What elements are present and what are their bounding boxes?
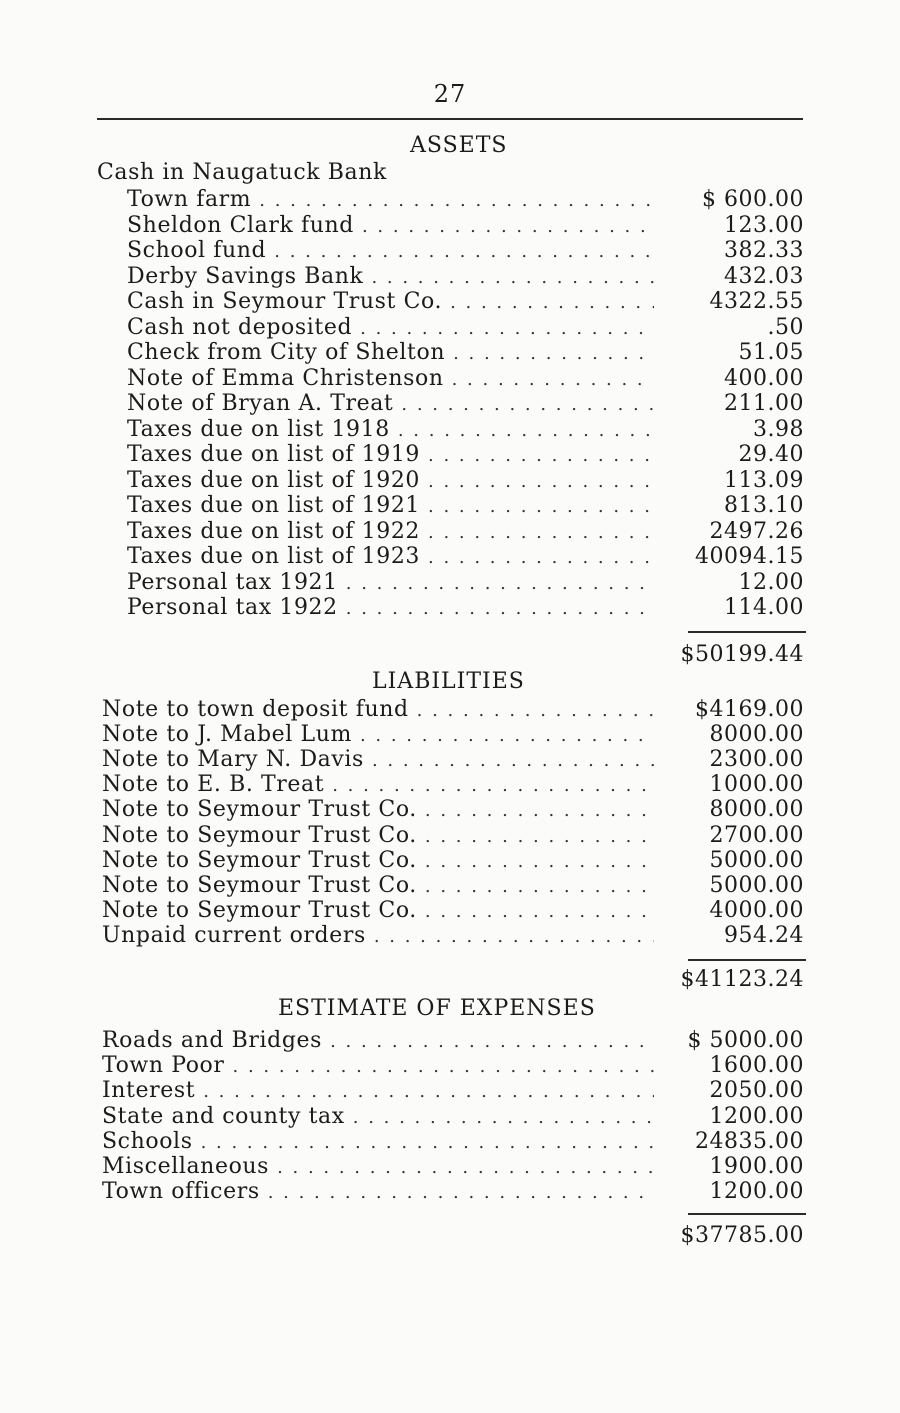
asset-amount: 813.10 [724,493,804,518]
assets-total: $50199.44 [680,642,804,667]
dot-leader [371,265,654,290]
expense-row [102,1028,662,1053]
expense-amount: 1200.00 [709,1103,804,1129]
liability-label: Note to Seymour Trust Co. [102,797,417,823]
asset-amount: 211.00 [724,391,804,416]
dot-leader [453,341,654,366]
expense-label: State and county tax [102,1103,345,1129]
dot-leader [425,849,654,874]
assets-heading: ASSETS [410,133,508,158]
asset-row [127,468,662,493]
liability-row [102,697,662,722]
expense-label: Miscellaneous [102,1154,270,1179]
asset-amount: 12.00 [738,569,804,595]
liability-row [102,772,662,797]
expense-row [102,1179,662,1204]
liability-label: Note to Mary N. Davis [102,747,364,773]
dot-leader [362,214,654,239]
liability-row [102,923,662,948]
asset-label: Note of Bryan A. Treat [127,391,394,416]
liability-amount: 2300.00 [709,747,804,773]
liability-row [102,722,662,747]
liability-amount: 8000.00 [709,797,804,823]
liability-amount: 5000.00 [709,872,804,898]
liability-label: Note to Seymour Trust Co. [102,872,417,898]
dot-leader [353,1105,654,1130]
asset-amount: 40094.15 [695,544,804,569]
header-rule [97,118,803,120]
liabilities-total: $41123.24 [680,967,804,992]
asset-amount: $ 600.00 [702,187,804,212]
liability-amount: 8000.00 [709,722,804,748]
asset-amount: 4322.55 [709,289,804,314]
assets-group-label: Cash in Naugatuck Bank [97,160,387,185]
liability-label: Note to Seymour Trust Co. [102,897,417,923]
dot-leader [425,798,654,823]
dot-leader [428,545,654,570]
expense-amount: 1600.00 [709,1053,804,1079]
dot-leader [425,899,654,924]
expense-amount: 1200.00 [709,1179,804,1205]
dot-leader [428,520,654,545]
asset-row [127,238,662,263]
expense-row [102,1129,662,1154]
liability-row [102,823,662,848]
asset-row [127,340,662,365]
dot-leader [452,367,654,392]
dot-leader [425,874,654,899]
dot-leader [201,1130,654,1155]
expense-amount: 24835.00 [695,1128,804,1154]
asset-amount: 2497.26 [709,518,804,544]
asset-row [127,519,662,544]
asset-row [127,213,662,238]
asset-row [127,315,662,340]
asset-amount: 400.00 [724,365,804,391]
expenses-total-rule [688,1213,806,1215]
asset-label: Taxes due on list of 1921 [127,493,421,518]
dot-leader [428,469,654,494]
liability-row [102,797,662,822]
liability-label: Unpaid current orders [102,922,366,948]
asset-amount: 382.33 [724,238,804,263]
expense-amount: 2050.00 [709,1078,804,1104]
dot-leader [425,824,654,849]
dot-leader [332,773,654,798]
dot-leader [428,494,654,519]
expense-label: Interest [102,1078,196,1104]
dot-leader [417,698,654,723]
asset-label: Personal tax 1922 [127,595,338,620]
dot-leader [346,571,654,596]
asset-amount: 3.98 [753,416,804,442]
asset-row [127,570,662,595]
liability-amount: 4000.00 [709,897,804,923]
expense-row [102,1104,662,1129]
liability-label: Note to Seymour Trust Co. [102,822,417,848]
asset-amount: 432.03 [724,263,804,289]
page-number: 27 [433,80,467,108]
dot-leader [203,1079,654,1104]
liability-row [102,898,662,923]
asset-label: Derby Savings Bank [127,263,364,289]
asset-row [127,493,662,518]
asset-row [127,442,662,467]
assets-total-rule [688,631,806,633]
liability-amount: 954.24 [724,922,804,948]
expenses-total: $37785.00 [680,1223,804,1248]
dot-leader [277,1155,654,1180]
liabilities-total-rule [688,959,806,961]
asset-label: Note of Emma Christenson [127,365,444,391]
asset-row [127,366,662,391]
asset-label: School fund [127,238,267,263]
asset-label: Taxes due on list of 1919 [127,442,421,467]
expense-amount: $ 5000.00 [687,1028,804,1053]
expense-label: Schools [102,1128,193,1154]
expense-amount: 1900.00 [709,1154,804,1179]
asset-label: Taxes due on list 1918 [127,416,390,442]
asset-row [127,595,662,620]
expense-row [102,1154,662,1179]
dot-leader [374,924,654,949]
asset-row [127,544,662,569]
liability-amount: 5000.00 [709,847,804,873]
asset-row [127,391,662,416]
dot-leader [360,316,654,341]
dot-leader [330,1029,654,1054]
asset-label: Sheldon Clark fund [127,212,354,238]
dot-leader [274,239,654,264]
liability-row [102,873,662,898]
liability-amount: $4169.00 [695,697,804,722]
expense-label: Roads and Bridges [102,1028,323,1053]
liability-row [102,848,662,873]
dot-leader [428,443,654,468]
dot-leader [398,418,654,443]
asset-row [127,289,662,314]
asset-amount: 123.00 [724,212,804,238]
asset-label: Town farm [127,187,252,212]
dot-leader [268,1180,654,1205]
expense-label: Town Poor [102,1053,225,1079]
liability-amount: 1000.00 [709,772,804,798]
liabilities-heading: LIABILITIES [372,669,525,694]
asset-amount: .50 [767,314,804,340]
expense-row [102,1053,662,1078]
liability-label: Note to Seymour Trust Co. [102,847,417,873]
asset-amount: 113.09 [724,467,804,493]
asset-label: Cash not deposited [127,314,353,340]
asset-label: Personal tax 1921 [127,569,338,595]
dot-leader [372,748,654,773]
dot-leader [360,723,654,748]
asset-label: Check from City of Shelton [127,340,446,365]
liability-label: Note to town deposit fund [102,697,409,722]
dot-leader [259,188,654,213]
dot-leader [346,596,654,621]
liability-amount: 2700.00 [709,822,804,848]
asset-row [127,264,662,289]
expense-row [102,1078,662,1103]
asset-amount: 114.00 [724,595,804,620]
asset-amount: 29.40 [738,442,804,467]
liability-row [102,747,662,772]
asset-label: Cash in Seymour Trust Co. [127,289,443,314]
dot-leader [450,290,654,315]
dot-leader [233,1054,654,1079]
asset-label: Taxes due on list of 1922 [127,518,421,544]
expense-label: Town officers [102,1179,260,1205]
dot-leader [401,392,654,417]
expenses-heading: ESTIMATE OF EXPENSES [278,996,596,1021]
asset-row [127,187,662,212]
asset-label: Taxes due on list of 1923 [127,544,421,569]
asset-amount: 51.05 [738,340,804,365]
asset-label: Taxes due on list of 1920 [127,467,421,493]
liability-label: Note to J. Mabel Lum [102,722,352,748]
liability-label: Note to E. B. Treat [102,772,325,798]
asset-row [127,417,662,442]
